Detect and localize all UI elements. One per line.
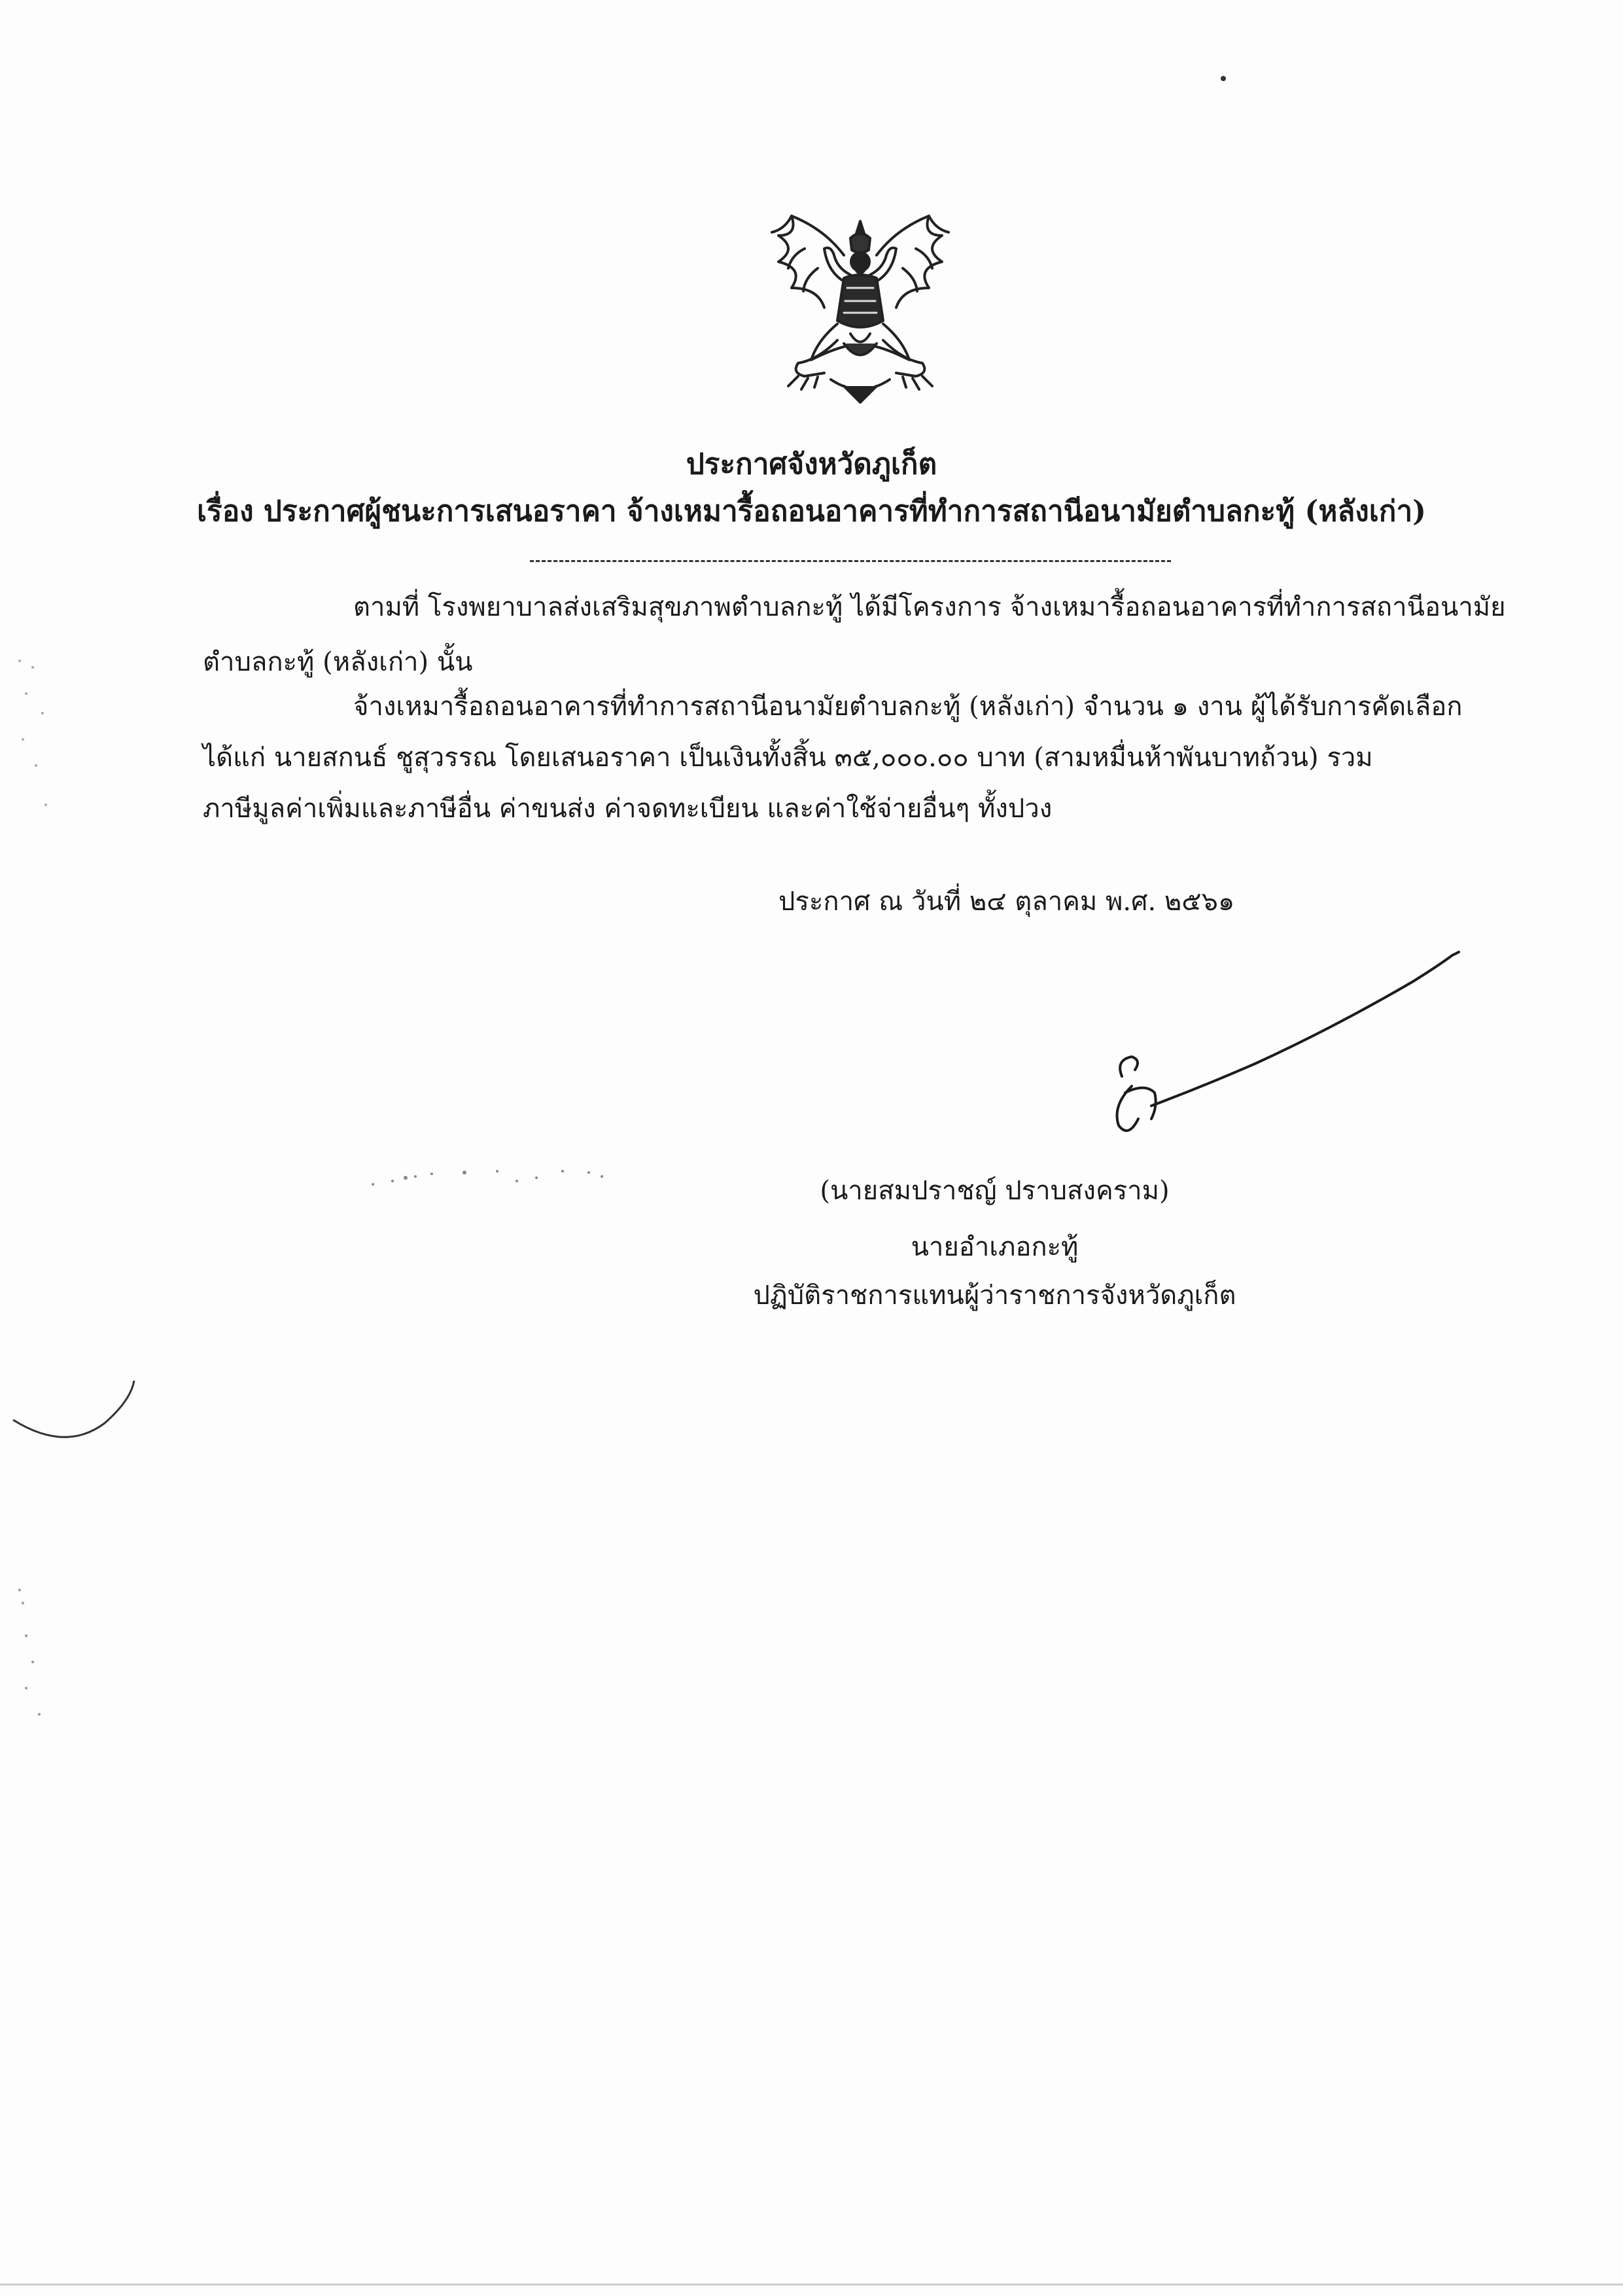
signatory-name: (นายสมปราชญ์ ปราบสงคราม): [820, 1176, 1170, 1206]
document-title: ประกาศจังหวัดภูเก็ต: [686, 448, 937, 481]
scan-speckle: [366, 1158, 615, 1197]
announcement-date: ประกาศ ณ วันที่ ๒๔ ตุลาคม พ.ศ. ๒๕๖๑: [778, 887, 1235, 917]
section-divider: [530, 560, 1171, 562]
paragraph-2-line-1: จ้างเหมารื้อถอนอาคารที่ทำการสถานีอนามัยตำบลกะทู้ (หลังเก่า) จำนวน ๑ งาน ผู้ได้รับการคัดเลือก: [353, 692, 1463, 722]
scan-dot: [1217, 72, 1230, 85]
document-subject: เรื่อง ประกาศผู้ชนะการเสนอราคา จ้างเหมารื้อถอนอาคารที่ทำการสถานีอนามัยตำบลกะทู้ (หลังเก่า): [197, 495, 1426, 528]
garuda-emblem-icon: [752, 209, 968, 412]
paragraph-1-line-2: ตำบลกะทู้ (หลังเก่า) นั้น: [203, 647, 473, 677]
scan-arc-mark: [7, 1374, 137, 1453]
signatory-acting-for: ปฏิบัติราชการแทนผู้ว่าราชการจังหวัดภูเก็ต: [753, 1280, 1236, 1311]
paragraph-2-line-3: ภาษีมูลค่าเพิ่มและภาษีอื่น ค่าขนส่ง ค่าจดทะเบียน และค่าใช้จ่ายอื่นๆ ทั้งปวง: [203, 794, 1053, 824]
signatory-position: นายอำเภอกะทู้: [911, 1232, 1079, 1262]
handwritten-signature: [1086, 929, 1465, 1145]
paragraph-2-line-2: ได้แก่ นายสกนธ์ ชูสุวรรณ โดยเสนอราคา เป็นเงินทั้งสิ้น ๓๕,๐๐๐.๐๐ บาท (สามหมื่นห้าพันบาทถ้วน) รวม: [203, 743, 1373, 773]
scan-edge-speckle-lower: [7, 1583, 59, 1727]
scan-edge-speckle: [7, 654, 59, 824]
scan-bottom-edge: [0, 2284, 1623, 2286]
paragraph-1-line-1: ตามที่ โรงพยาบาลส่งเสริมสุขภาพตำบลกะทู้ ได้มีโครงการ จ้างเหมารื้อถอนอาคารที่ทำการสถานีอนามัย: [353, 592, 1506, 622]
